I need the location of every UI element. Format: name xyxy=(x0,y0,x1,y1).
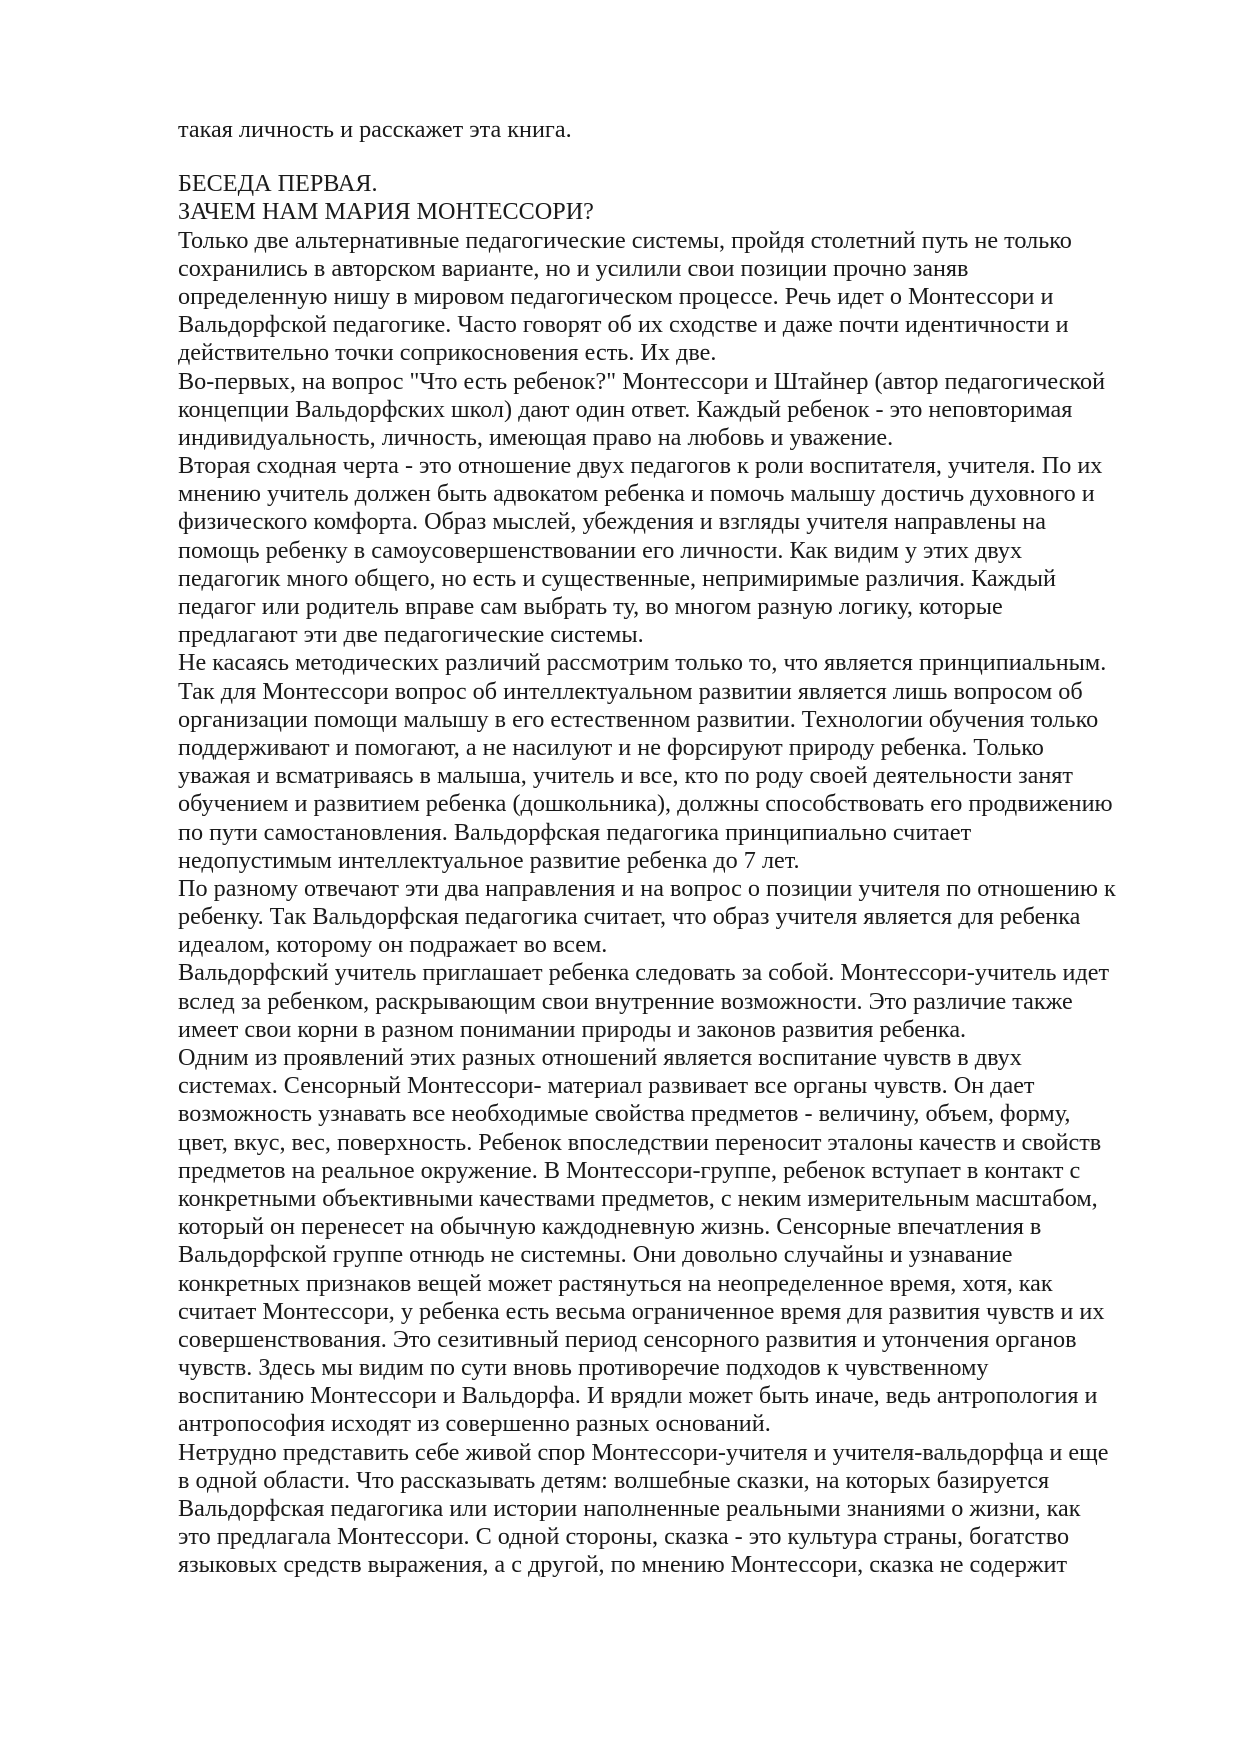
body-line: по пути самостановления. Вальдорфская педагогика принципиально считает xyxy=(178,818,972,846)
body-line: сохранились в авторском варианте, но и усилили свои позиции прочно заняв xyxy=(178,254,969,282)
body-line: обучением и развитием ребенка (дошкольника), должны способствовать его продвижению xyxy=(178,790,1113,818)
heading-line-1: БЕСЕДА ПЕРВАЯ. xyxy=(178,170,378,198)
body-line: Вторая сходная черта - это отношение двух педагогов к роли воспитателя, учителя. По их xyxy=(178,452,1103,480)
body-line: педагогик много общего, но есть и существенные, непримиримые различия. Каждый xyxy=(178,564,1056,592)
document-text xyxy=(178,116,1178,1580)
body-line: языковых средств выражения, а с другой, по мнению Монтессори, сказка не содержит xyxy=(178,1551,1068,1579)
body-line: помощь ребенку в самоусовершенствовании его личности. Как видим у этих двух xyxy=(178,536,1023,564)
body-line: уважая и всматриваясь в малыша, учитель и все, кто по роду своей деятельности занят xyxy=(178,762,1073,790)
body-line: индивидуальность, личность, имеющая право на любовь и уважение. xyxy=(178,423,894,451)
body-line: Так для Монтессори вопрос об интеллектуальном развитии является лишь вопросом об xyxy=(178,677,1083,705)
body-line: это предлагала Монтессори. С одной стороны, сказка - это культура страны, богатство xyxy=(178,1523,1070,1551)
body-line: Вальдорфской педагогике. Часто говорят об их сходстве и даже почти идентичности и xyxy=(178,311,1069,339)
body-line: Вальдорфской группе отнюдь не системны. Они довольно случайны и узнавание xyxy=(178,1241,1013,1269)
body-line: антропософия исходят из совершенно разных оснований. xyxy=(178,1410,771,1438)
body-line: определенную нишу в мировом педагогическом процессе. Речь идет о Монтессори и xyxy=(178,282,1054,310)
body-line: идеалом, которому он подражает во всем. xyxy=(178,931,608,959)
body-line: Вальдорфский учитель приглашает ребенка следовать за собой. Монтессори-учитель идет xyxy=(178,959,1110,987)
body-line: Не касаясь методических различий рассмотрим только то, что является принципиальным. xyxy=(178,649,1107,677)
paragraph-gap xyxy=(178,144,1178,170)
body-line: системах. Сенсорный Монтессори- материал развивает все органы чувств. Он дает xyxy=(178,1072,1035,1100)
body-line: поддерживают и помогают, а не насилуют и не форсируют природу ребенка. Только xyxy=(178,733,1044,761)
body-line: возможность узнавать все необходимые свойства предметов - величину, объем, форму, xyxy=(178,1100,1071,1128)
body-line: конкретными объективными качествами предметов, с неким измерительным масштабом, xyxy=(178,1184,1098,1212)
body-line: Во-первых, на вопрос "Что есть ребенок?" Монтессори и Штайнер (автор педагогической xyxy=(178,367,1106,395)
body-line: который он перенесет на обычную каждодневную жизнь. Сенсорные впечатления в xyxy=(178,1213,1042,1241)
body-line: воспитанию Монтессори и Вальдорфа. И врядли может быть иначе, ведь антропология и xyxy=(178,1382,1098,1410)
body-line: недопустимым интеллектуальное развитие ребенка до 7 лет. xyxy=(178,846,800,874)
body-line: цвет, вкус, вес, поверхность. Ребенок впоследствии переносит эталоны качеств и свойств xyxy=(178,1128,1102,1156)
body-line: Нетрудно представить себе живой спор Монтессори-учителя и учителя-вальдорфца и еще xyxy=(178,1438,1109,1466)
body-text xyxy=(178,227,1178,1580)
body-line: ребенку. Так Вальдорфская педагогика считает, что образ учителя является для ребенка xyxy=(178,903,1081,931)
body-line: По разному отвечают эти два направления и на вопрос о позиции учителя по отношению к xyxy=(178,874,1116,902)
body-line: действительно точки соприкосновения есть. Их две. xyxy=(178,339,717,367)
heading-line-2: ЗАЧЕМ НАМ МАРИЯ МОНТЕССОРИ? xyxy=(178,198,594,226)
body-line: педагог или родитель вправе сам выбрать ту, во многом разную логику, которые xyxy=(178,593,1003,620)
intro-line: такая личность и расскажет эта книга. xyxy=(178,116,572,143)
body-line: конкретных признаков вещей может растянуться на неопределенное время, хотя, как xyxy=(178,1269,1053,1297)
body-line: Вальдорфская педагогика или истории наполненные реальными знаниями о жизни, как xyxy=(178,1495,1081,1522)
body-line: мнению учитель должен быть адвокатом ребенка и помочь малышу достичь духовного и xyxy=(178,480,1095,508)
body-line: имеет свои корни в разном понимании природы и законов развития ребенка. xyxy=(178,1015,967,1043)
body-line: чувств. Здесь мы видим по сути вновь противоречие подходов к чувственному xyxy=(178,1354,989,1382)
body-line: вслед за ребенком, раскрывающим свои внутренние возможности. Это различие также xyxy=(178,987,1073,1015)
body-line: Только две альтернативные педагогические системы, пройдя столетний путь не только xyxy=(178,226,1072,254)
body-line: предлагают эти две педагогические системы. xyxy=(178,621,644,649)
body-line: организации помощи малышу в его естественном развитии. Технологии обучения только xyxy=(178,705,1099,733)
body-line: в одной области. Что рассказывать детям: волшебные сказки, на которых базируется xyxy=(178,1466,1050,1494)
body-line: считает Монтессори, у ребенка есть весьма ограниченное время для развития чувств и их xyxy=(178,1297,1105,1325)
body-line: предметов на реальное окружение. В Монтессори-группе, ребенок вступает в контакт с xyxy=(178,1156,1081,1184)
body-line: совершенствования. Это сезитивный период сенсорного развития и утончения органов xyxy=(178,1325,1077,1353)
body-line: концепции Вальдорфских школ) дают один ответ. Каждый ребенок - это неповторимая xyxy=(178,395,1073,423)
body-line: физического комфорта. Образ мыслей, убеждения и взгляды учителя направлены на xyxy=(178,508,1046,536)
body-line: Одним из проявлений этих разных отношений является воспитание чувств в двух xyxy=(178,1044,1022,1071)
